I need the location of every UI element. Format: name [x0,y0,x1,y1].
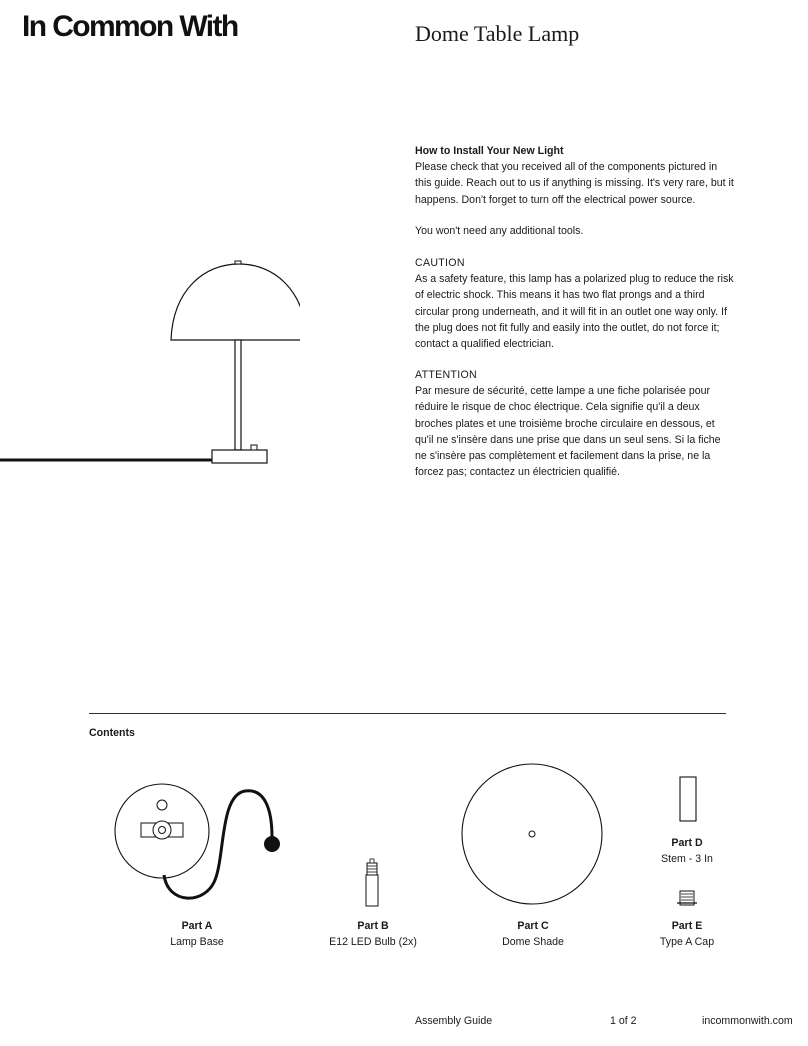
lamp-dome-finial [235,261,241,264]
footer-website-link[interactable]: incommonwith.com [702,1015,793,1027]
part-c-description: Dome Shade [502,936,564,948]
part-e-description: Type A Cap [659,936,715,948]
lamp-switch [251,445,257,450]
attention-heading: ATTENTION [415,369,477,381]
install-heading: How to Install Your New Light [415,145,564,157]
product-title: Dome Table Lamp [415,21,580,46]
lamp-stem [235,340,241,450]
lamp-base [212,450,267,463]
part-b-name: Part B [357,920,389,932]
part-d-name: Part D [671,837,703,849]
part-e-label [617,918,757,950]
caution-section [415,255,735,352]
install-section [415,143,735,208]
part-c-name: Part C [517,920,549,932]
part-a-lamp-base-drawing [115,784,280,898]
part-d-stem-drawing [680,777,696,821]
part-b-label [303,918,443,950]
part-b-description: E12 LED Bulb (2x) [329,936,417,948]
tools-note-section [415,223,735,239]
caution-body: As a safety feature, this lamp has a polarized plug to reduce the risk of electric shock. This means it has two flat prongs and a third circular prong underneath, and it will fit in an outlet one way only. If the plug does not fit fully and easily into the outlet, do not force it; contact a qualified electrician. [415,273,734,351]
part-e-cap-drawing [677,891,697,905]
part-b-bulb-drawing [366,859,378,906]
caution-heading: CAUTION [415,257,465,269]
attention-section [415,367,735,480]
lamp-illustration [0,250,300,480]
part-d-label [617,835,757,867]
tools-note: You won't need any additional tools. [415,225,584,237]
attention-body: Par mesure de sécurité, cette lampe a une fiche polarisée pour réduire le risque de choc électrique. Cela signifie qu'il a deux broches plates et une troisième broche circulaire en dessous, et qu'il ne s'insère dans une prise que dans un seul sens. Si la fiche ne s'insère pas complètement et facilement dans la prise, ne la forcez pas; contactez un électricien qualifié. [415,385,721,479]
contents-heading: Contents [89,727,135,739]
part-d-description: Stem - 3 In [661,853,713,865]
contents-divider [89,713,726,714]
part-a-name: Part A [181,920,213,932]
part-c-label [463,918,603,950]
part-a-label [127,918,267,950]
part-a-description: Lamp Base [170,936,224,948]
footer-document-name: Assembly Guide [415,1015,493,1027]
footer-page-number: 1 of 2 [610,1015,637,1027]
brand-logo: In Common With [22,10,238,43]
part-e-name: Part E [671,920,703,932]
lamp-dome-shade [171,264,300,340]
install-body: Please check that you received all of the components pictured in this guide. Reach out to us if anything is missing. It's very rare, but it happens. Don't forget to turn off the electrical power source. [415,161,734,206]
part-c-dome-shade-drawing [462,764,602,904]
